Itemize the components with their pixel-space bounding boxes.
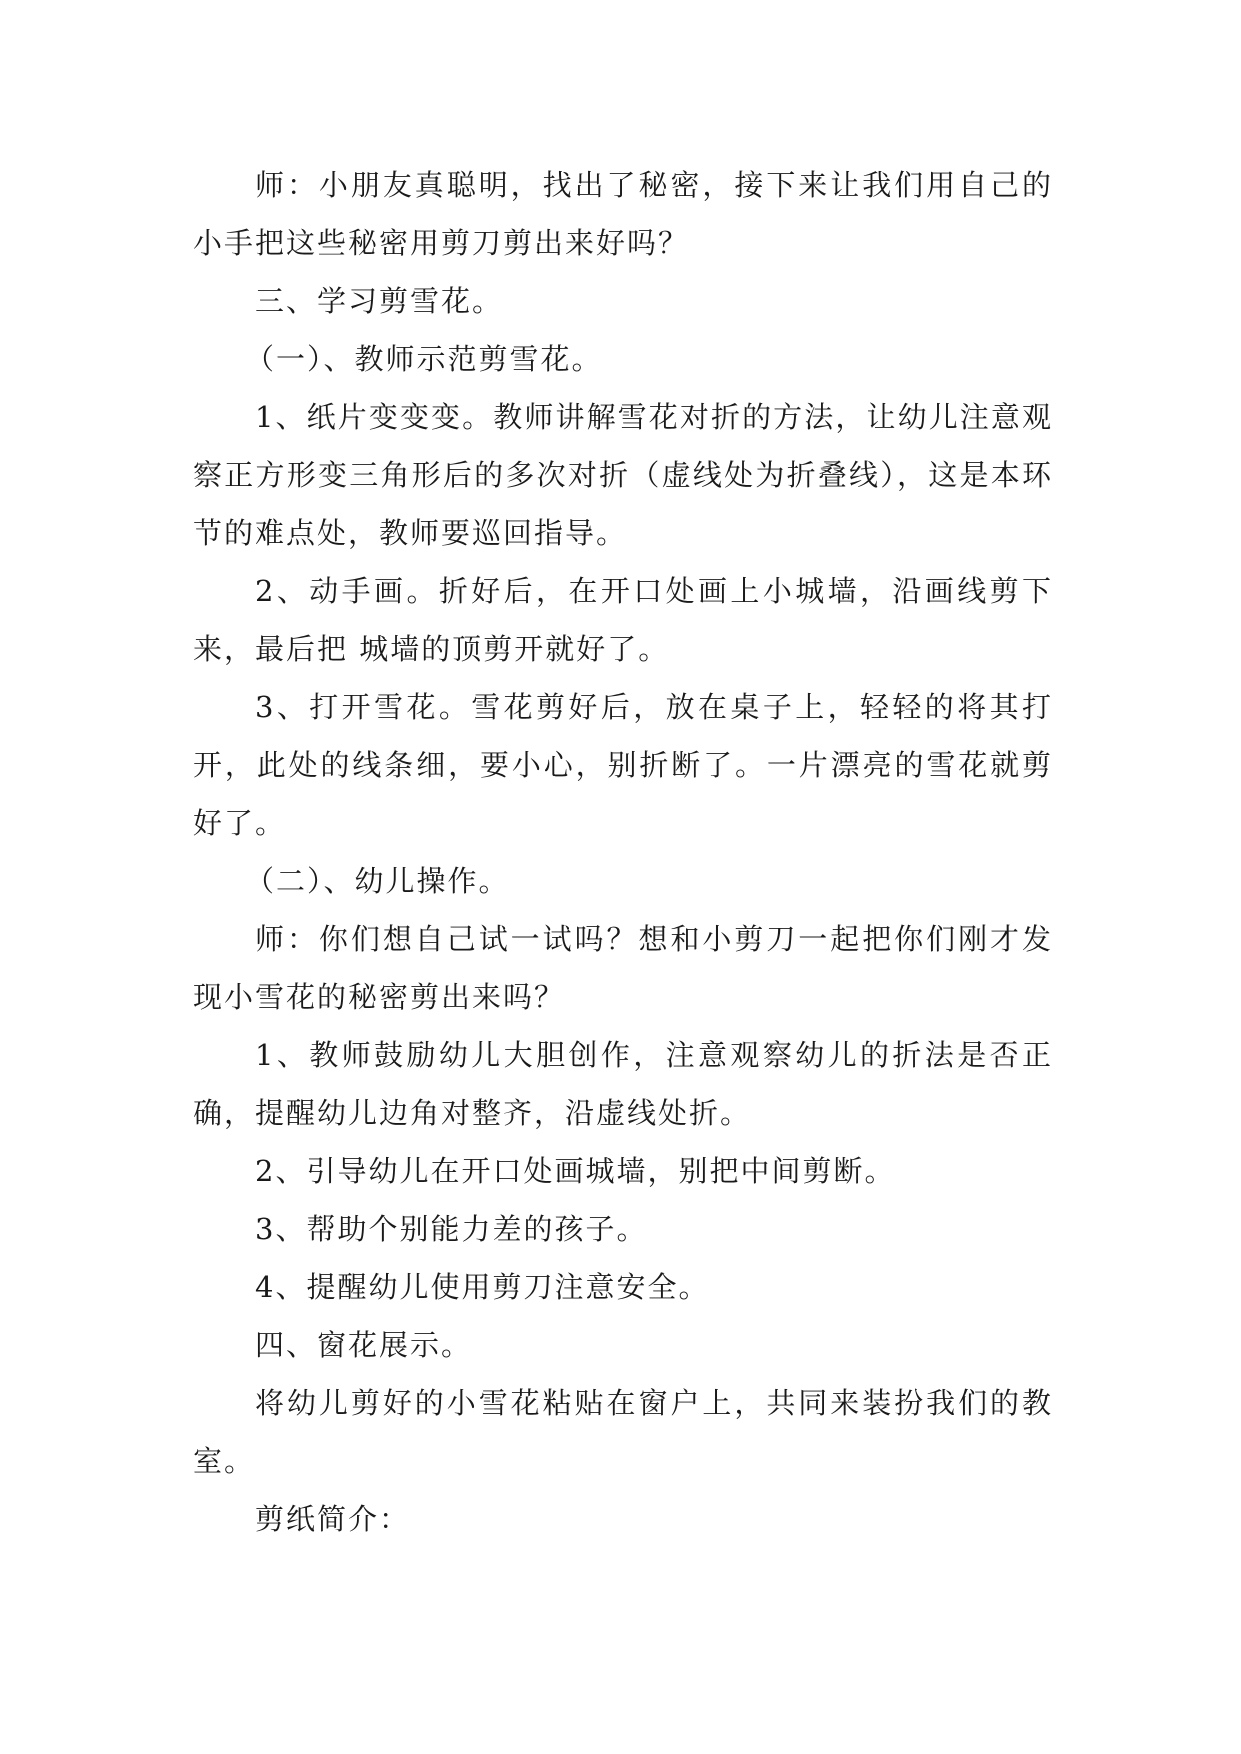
- subsection-heading-child-practice: （二）、幼儿操作。: [245, 864, 510, 898]
- paragraph-step-fold: 1、纸片变变变。教师讲解雪花对折的方法，让幼儿注意观察正方形变三角形后的多次对折（虚线处为折叠线），这是本环节的难点处，教师要巡回指导。: [193, 400, 1053, 550]
- section-heading-learn-cut: 三、学习剪雪花。: [255, 284, 504, 318]
- paragraph-step-draw: 2、动手画。折好后，在开口处画上小城墙，沿画线剪下来，最后把 城墙的顶剪开就好了。: [193, 574, 1053, 666]
- paragraph-papercut-intro: 剪纸简介：: [255, 1502, 411, 1536]
- document-body: [193, 156, 1053, 1548]
- paragraph-guide-3: 3、帮助个别能力差的孩子。: [255, 1212, 648, 1246]
- paragraph-teacher-intro: 师：小朋友真聪明，找出了秘密，接下来让我们用自己的小手把这些秘密用剪刀剪出来好吗？: [193, 168, 1053, 260]
- subsection-heading-teacher-demo: （一）、教师示范剪雪花。: [245, 342, 603, 376]
- paragraph-display: 将幼儿剪好的小雪花粘贴在窗户上，共同来装扮我们的教室。: [193, 1386, 1053, 1478]
- paragraph-guide-2: 2、引导幼儿在开口处画城墙，别把中间剪断。: [255, 1154, 896, 1188]
- paragraph-teacher-question: 师：你们想自己试一试吗？想和小剪刀一起把你们刚才发现小雪花的秘密剪出来吗？: [193, 922, 1053, 1014]
- paragraph-guide-4: 4、提醒幼儿使用剪刀注意安全。: [255, 1270, 710, 1304]
- paragraph-guide-1: 1、教师鼓励幼儿大胆创作，注意观察幼儿的折法是否正确，提醒幼儿边角对整齐，沿虚线处折。: [193, 1038, 1053, 1130]
- paragraph-step-open: 3、打开雪花。雪花剪好后，放在桌子上，轻轻的将其打开，此处的线条细，要小心，别折断了。一片漂亮的雪花就剪好了。: [193, 690, 1053, 840]
- section-heading-display: 四、窗花展示。: [255, 1328, 473, 1362]
